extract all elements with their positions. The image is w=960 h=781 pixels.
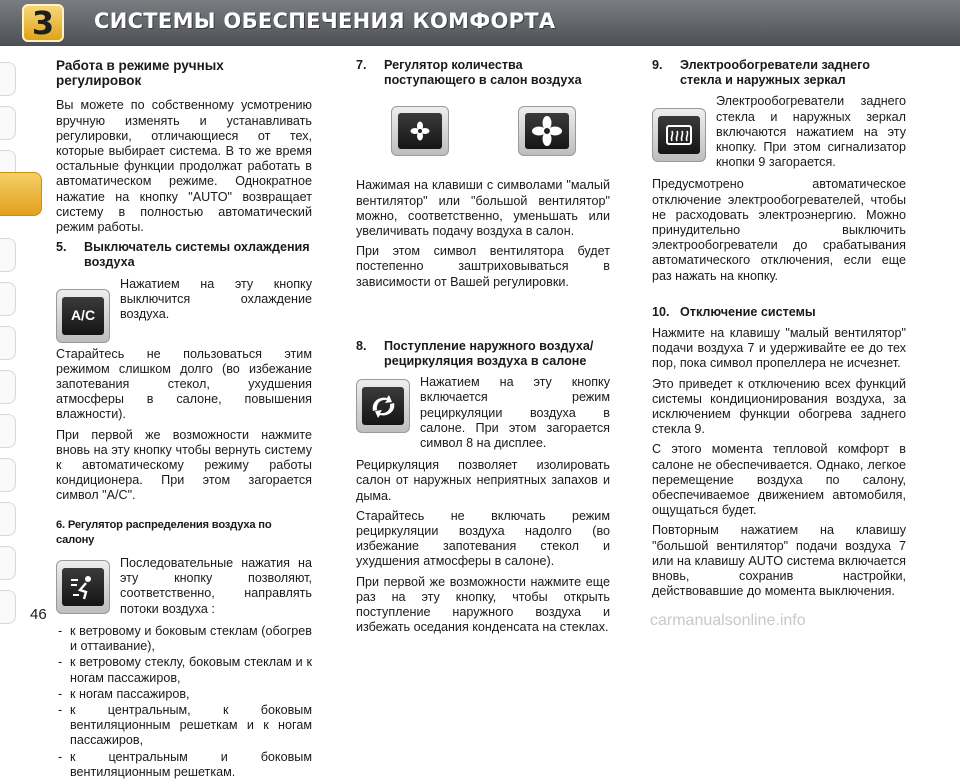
ac-button — [56, 289, 110, 343]
large-fan-face — [525, 113, 569, 149]
shutdown-text-4: Повторным нажатием на клавишу "большой вентилятор" подачи воздуха 7 или на клавишу AUTO система включается вновь, сохранив настройки, действовавшие до момента выключения. — [652, 523, 906, 599]
ac-text-2: Старайтесь не пользоваться этим режимом слишком долго (во избежание запотевания стекол, ухудшения атмосферы в салоне, повышения влажности). — [56, 346, 312, 422]
large-fan-icon — [531, 115, 563, 147]
ac-text-1: Нажатием на эту кнопку выключится охлаждение воздуха. — [120, 276, 312, 322]
large-fan-button — [518, 106, 576, 156]
column-2 — [356, 58, 610, 640]
chapter-badge: 3 — [22, 4, 64, 42]
distribution-button-face — [62, 568, 104, 606]
air-distribution-icon — [68, 574, 98, 600]
chapter-tab[interactable] — [0, 62, 16, 96]
chapter-tab[interactable] — [0, 282, 16, 316]
rear-defrost-icon — [664, 123, 694, 147]
defroster-text-2: Предусмотрено автоматическое отключение электрообогревателей, чтобы не расходовать электроэнергию. Можно принудительно выключить электрообогреватели до срабатывания автоматического отключения, если еще раз нажать на кнопку. — [652, 177, 906, 283]
section-heading: Поступление наружного воздуха/ рециркуляция воздуха в салоне — [384, 338, 594, 369]
recirculation-text-1: Нажатием на эту кнопку включается режим рециркуляции воздуха в салоне. При этом загорается символ 8 на дисплее. — [420, 375, 610, 451]
recirculation-button-face — [362, 387, 404, 425]
shutdown-text-3: С этого момента тепловой комфорт в салоне не обеспечивается. Однако, легкое перемещение воздуха по салону, обеспечиваемое движением автомобиля, ощущаться будет. — [652, 442, 906, 518]
section-8-title — [356, 339, 610, 369]
section-heading: Выключатель системы охлаждения воздуха — [84, 240, 310, 270]
watermark: carmanualsonline.info — [650, 612, 806, 629]
column-1 — [56, 58, 312, 781]
recirculation-icon — [368, 393, 398, 419]
section-5-title — [56, 240, 312, 270]
section-number: 10. — [652, 304, 670, 319]
recirculation-text-2: Рециркуляция позволяет изолировать салон от наружных неприятных запахов и дыма. — [356, 458, 610, 503]
chapter-tab[interactable] — [0, 590, 16, 624]
chapter-tab[interactable] — [0, 238, 16, 272]
section-number: 7. — [356, 58, 367, 72]
distribution-button — [56, 560, 110, 614]
list-item: - к центральным, к боковым вентиляционным решеткам и к ногам пассажиров, — [56, 703, 312, 749]
list-item: - к ветровому стеклу, боковым стеклам и к ногам пассажиров, — [56, 655, 312, 685]
fan-buttons — [356, 106, 610, 156]
distribution-list — [56, 624, 312, 780]
defroster-button — [652, 108, 706, 162]
chapter-tab[interactable] — [0, 326, 16, 360]
page-title: СИСТЕМЫ ОБЕСПЕЧЕНИЯ КОМФОРТА — [94, 9, 556, 33]
defroster-text-1: Электрообогреватели заднего стекла и наружных зеркал включаются нажатием на эту кнопку. При этом сигнализатор кнопки 9 загорается. — [716, 94, 906, 170]
list-item: - к ногам пассажиров, — [56, 687, 312, 702]
fan-text-1: Нажимая на клавиши с символами "малый вентилятор" или "большой вентилятор" можно, соответственно, уменьшать или увеличивать подачу воздуха в салон. — [356, 178, 610, 239]
list-item: - к ветровому и боковым стеклам (обогрев и оттаивание), — [56, 624, 312, 654]
chapter-tab[interactable] — [0, 458, 16, 492]
recirculation-text-3: Старайтесь не включать режим рециркуляции воздуха надолго (во избежание запотевания стекол и ухудшения атмосферы в салоне). — [356, 508, 610, 569]
section-number: 5. — [56, 240, 67, 255]
distribution-block — [56, 556, 312, 620]
section-heading: Электрообогреватели заднего стекла и наружных зеркал — [680, 58, 870, 88]
recirculation-button — [356, 379, 410, 433]
small-fan-face — [398, 113, 442, 149]
page-header — [0, 0, 960, 46]
section-number: 9. — [652, 58, 663, 72]
ac-button-face — [62, 297, 104, 335]
section-6-title: 6. Регулятор распределения воздуха по салону — [56, 518, 272, 546]
section-9-title — [652, 58, 906, 88]
manual-intro: Вы можете по собственному усмотрению вручную изменять и устанавливать регулировки, отличающиеся от тех, которые выбирает система. В то же время остальные функции продолжат работать в автоматическом режиме. Однократное нажатие на кнопку "AUTO" возвращает систему в полностью автоматический режим работы. — [56, 98, 312, 235]
ac-text-3: При первой же возможности нажмите вновь на эту кнопку чтобы вернуть систему к автоматическому режиму работы кондиционера. При этом загорается символ "A/C". — [56, 427, 312, 503]
defroster-block — [652, 94, 906, 173]
small-fan-button — [391, 106, 449, 156]
section-10-title — [652, 305, 906, 320]
section-number: 8. — [356, 338, 367, 353]
recirculation-text-4: При первой же возможности нажмите еще раз на эту кнопку, чтобы открыть поступление наружного воздуха и избежать оседания конденсата на стеклах. — [356, 574, 610, 635]
list-item: - к центральным и боковым вентиляционным решеткам. — [56, 750, 312, 780]
page-number: 46 — [30, 606, 47, 623]
section-title-manual: Работа в режиме ручных регулировок — [56, 58, 224, 89]
fan-text-2: При этом символ вентилятора будет постепенно заштриховываться в зависимости от Вашей регулировки. — [356, 244, 610, 289]
column-3 — [652, 58, 906, 605]
chapter-tabs — [0, 46, 20, 640]
chapter-tab[interactable] — [0, 546, 16, 580]
section-7-title — [356, 58, 610, 88]
shutdown-text-2: Это приведет к отключению всех функций системы кондиционирования воздуха, за исключением функции обогрева заднего стекла 9. — [652, 376, 906, 437]
section-heading: Регулятор количества поступающего в салон воздуха — [384, 58, 582, 88]
shutdown-text-1: Нажмите на клавишу "малый вентилятор" подачи воздуха 7 и удерживайте ее до тех пор, пока символ пропеллера не исчезнет. — [652, 326, 906, 371]
chapter-tab[interactable] — [0, 370, 16, 404]
defroster-button-face — [658, 116, 700, 154]
chapter-tab[interactable] — [0, 106, 16, 140]
distribution-text: Последовательные нажатия на эту кнопку позволяют, соответственно, направлять потоки воздуха : — [120, 556, 312, 616]
recirculation-block — [356, 375, 610, 454]
section-heading: Отключение системы — [680, 304, 816, 319]
chapter-tab[interactable] — [0, 502, 16, 536]
chapter-tab-active[interactable] — [0, 172, 42, 216]
ac-button-label: A/C — [70, 307, 96, 324]
small-fan-icon — [409, 120, 431, 142]
ac-block — [56, 277, 312, 343]
chapter-tab[interactable] — [0, 414, 16, 448]
